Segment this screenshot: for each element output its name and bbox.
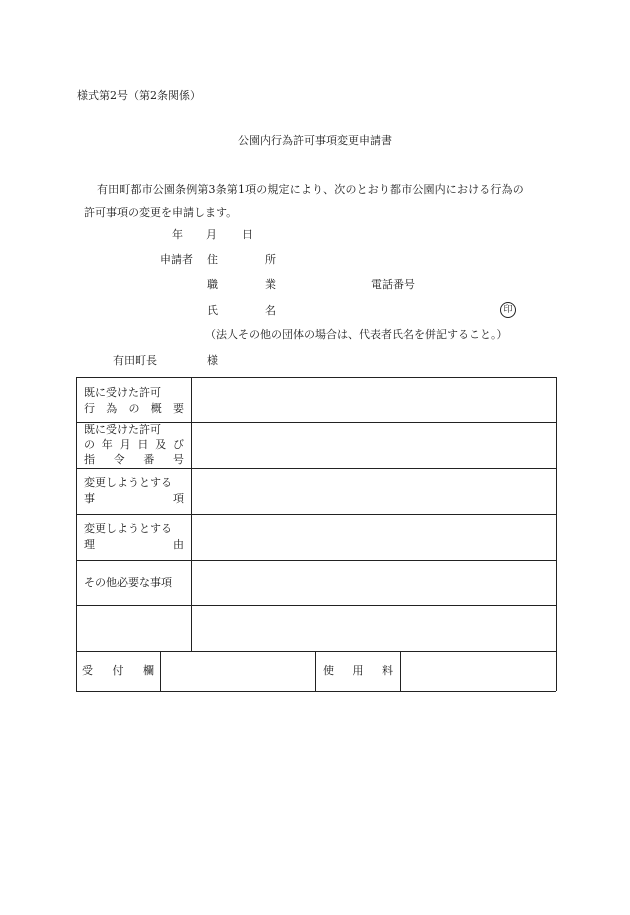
address-label-2: 所: [265, 253, 276, 266]
row2-char: 号: [172, 453, 184, 466]
row2-char: 及: [155, 438, 167, 451]
occupation-label-1: 職: [207, 278, 218, 291]
row3-char: 項: [173, 492, 184, 505]
fee-char: 料: [382, 664, 393, 677]
row1-char: 要: [173, 402, 184, 415]
row1-char: 為: [106, 402, 118, 415]
applicant-label: 申請者: [160, 253, 193, 266]
row1-label-line2: [84, 402, 184, 416]
row2-value-field[interactable]: [192, 423, 555, 468]
row4-value-field[interactable]: [192, 515, 555, 560]
occupation-label-2: 業: [265, 278, 276, 291]
row2-char: の: [84, 438, 95, 451]
fee-field[interactable]: [401, 652, 555, 691]
row2-char: 日: [137, 438, 149, 451]
body-text-line-2: 許可事項の変更を申請します。: [84, 206, 238, 219]
row2-char: び: [172, 438, 184, 451]
name-label-2: 名: [265, 304, 276, 317]
row6-value-field[interactable]: [192, 606, 555, 651]
row2-label-line1: 既に受けた許可: [84, 423, 161, 436]
fee-label: [323, 664, 393, 678]
row3-value-field[interactable]: [192, 469, 555, 514]
row3-label-line2: [84, 492, 184, 506]
row1-char: 概: [150, 402, 162, 415]
date-month-label: 月: [206, 228, 217, 241]
reception-char: 欄: [143, 664, 154, 677]
footer-divider: [315, 651, 316, 691]
row2-char: 番: [143, 453, 155, 466]
address-label-1: 住: [207, 253, 218, 266]
addressee-honorific: 様: [207, 354, 218, 367]
row5-value-field[interactable]: [192, 561, 555, 605]
date-year-label: 年: [172, 228, 183, 241]
table-border-bottom: [76, 691, 556, 692]
row3-label-line1: 変更しようとする: [84, 476, 172, 489]
row4-char: 由: [173, 538, 184, 551]
row1-value-field[interactable]: [192, 378, 555, 422]
row2-char: 指: [84, 453, 95, 466]
table-border-right: [556, 377, 557, 691]
reception-label: [82, 664, 154, 678]
fee-char: 用: [352, 664, 364, 677]
row2-char: 年: [101, 438, 113, 451]
row4-label-line1: 変更しようとする: [84, 522, 172, 535]
row4-label-line2: [84, 538, 184, 552]
row2-char: 令: [113, 453, 125, 466]
row2-label-line3: [84, 453, 184, 467]
phone-number-label: 電話番号: [371, 278, 415, 291]
fee-char: 使: [323, 664, 334, 677]
row2-char: 月: [119, 438, 131, 451]
form-number: 様式第2号（第2条関係）: [77, 89, 201, 102]
seal-mark: 印: [500, 302, 516, 318]
reception-char: 受: [82, 664, 93, 677]
date-day-label: 日: [242, 228, 253, 241]
reception-char: 付: [112, 664, 124, 677]
row1-label-line1: 既に受けた許可: [84, 386, 161, 399]
row1-char: の: [128, 402, 140, 415]
row2-label-line2: [84, 438, 184, 452]
addressee-name: 有田町長: [113, 354, 157, 367]
row4-char: 理: [84, 538, 95, 551]
body-text-line-1: 有田町都市公園条例第3条第1項の規定により、次のとおり都市公園内における行為の: [97, 183, 524, 196]
row3-char: 事: [84, 492, 95, 505]
row6-label-field[interactable]: [77, 606, 191, 651]
reception-field[interactable]: [161, 652, 315, 691]
row1-char: 行: [84, 402, 95, 415]
corporation-note: （法人その他の団体の場合は、代表者氏名を併記すること。）: [205, 328, 508, 341]
document-title: 公園内行為許可事項変更申請書: [238, 134, 392, 147]
name-label-1: 氏: [207, 304, 218, 317]
row5-label: その他必要な事項: [84, 576, 172, 589]
